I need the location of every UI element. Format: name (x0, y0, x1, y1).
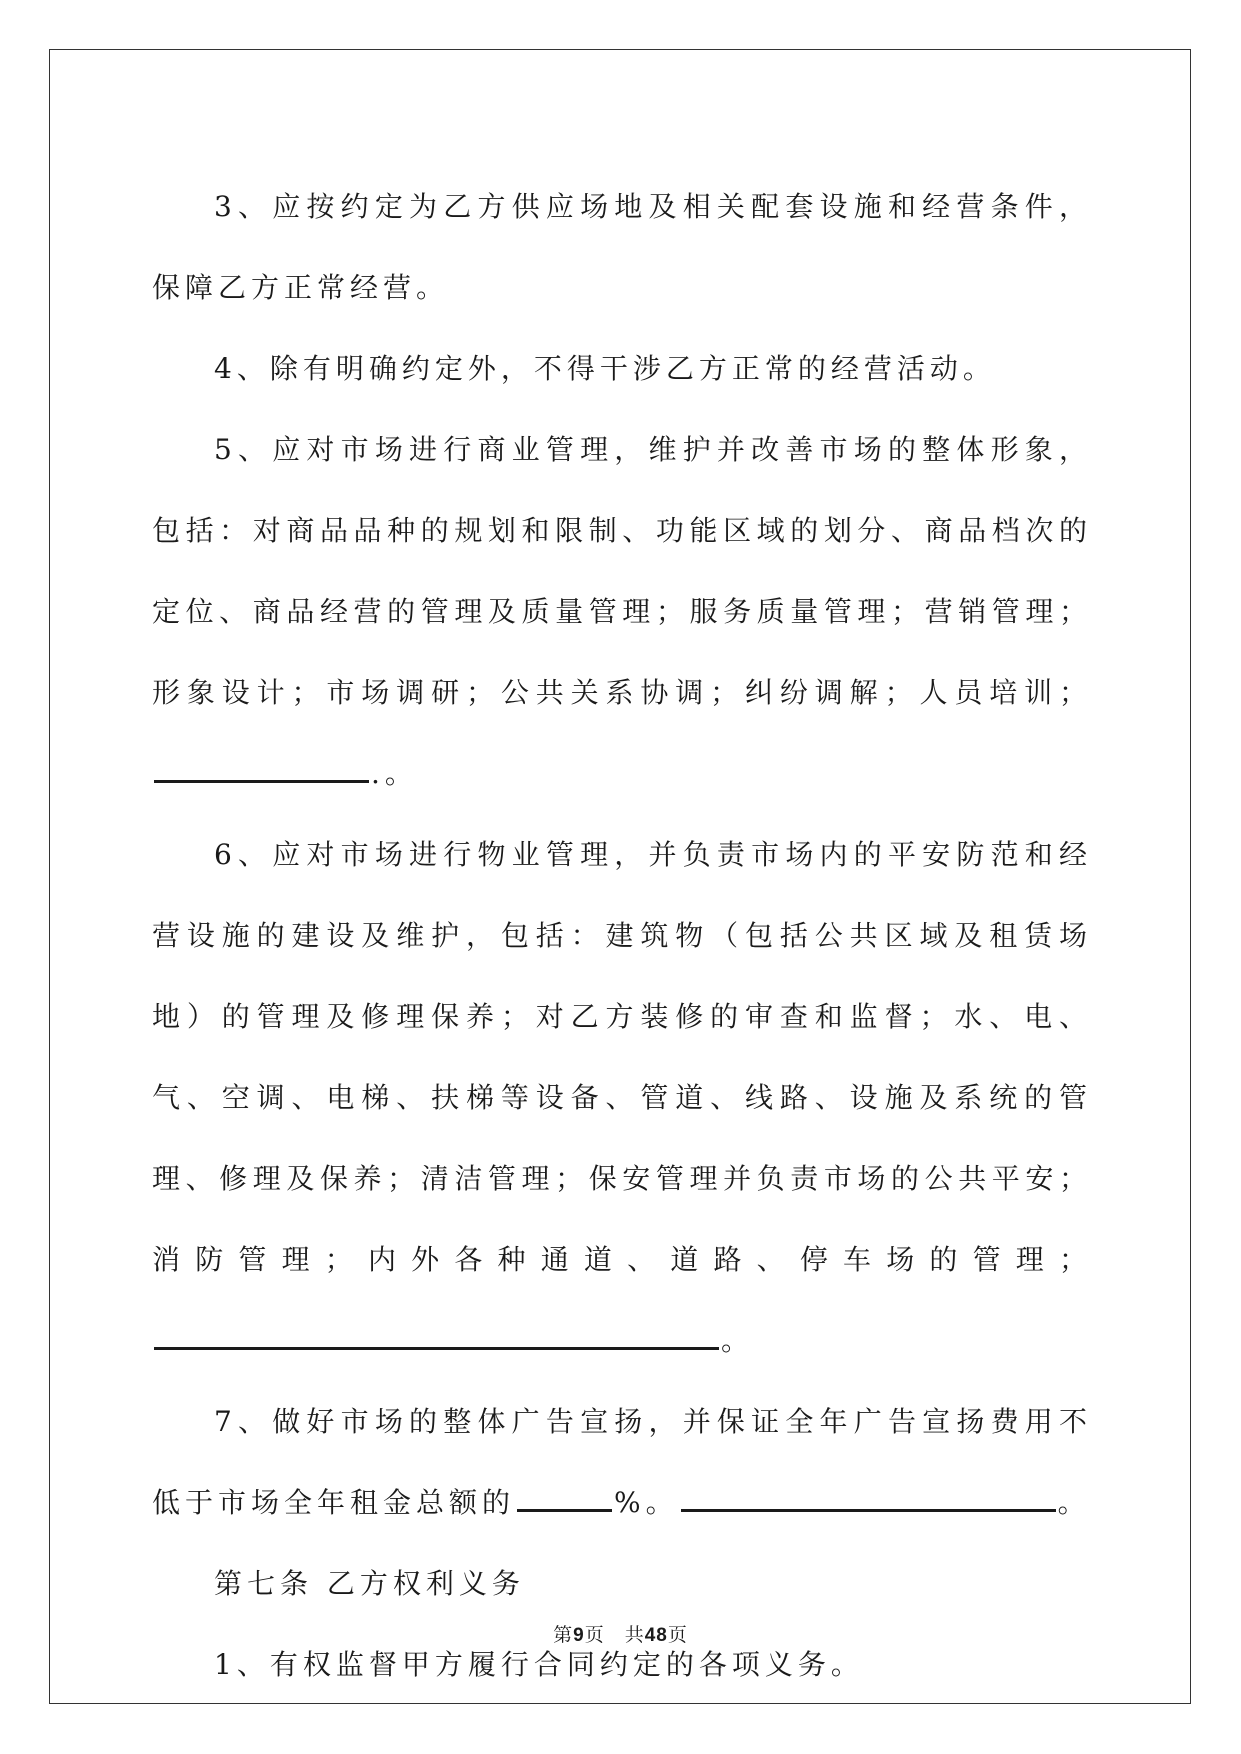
page-number: 9 (573, 1625, 585, 1646)
paragraph-3: 3、应按约定为乙方供应场地及相关配套设施和经营条件，保障乙方正常经营。 (152, 190, 1092, 304)
footer-prefix: 第 (553, 1624, 574, 1646)
document-body (152, 166, 1092, 1705)
fill-blank (154, 758, 369, 783)
paragraph-7-text: 7、做好市场的整体广告宣扬，并保证全年广告宣扬费用不低于市场全年租金总额的 (152, 1405, 1092, 1519)
paragraph-7 (152, 1381, 1092, 1543)
paragraph-5 (152, 409, 1092, 814)
paragraph-6 (152, 814, 1092, 1381)
fill-blank (154, 1325, 719, 1350)
paragraph-7-end: 。 (1057, 1486, 1091, 1519)
article-7-heading: 第七条 乙方权利义务 (214, 1567, 525, 1600)
paragraph-5-text: 5、应对市场进行商业管理，维护并改善市场的整体形象，包括：对商品品种的规划和限制、功能区域的划分、商品档次的定位、商品经营的管理及质量管理；服务质量管理；营销管理；形象设计；市场调研；公共关系协调；纠纷调解；人员培训； (152, 433, 1092, 709)
footer-mid: 页 共 (584, 1624, 645, 1646)
article-7-item-1: 1、有权监督甲方履行合同约定的各项义务。 (214, 1648, 864, 1681)
paragraph-4: 4、除有明确约定外，不得干涉乙方正常的经营活动。 (214, 352, 996, 385)
fill-blank-percent (517, 1487, 612, 1512)
paragraph-6-text: 6、应对市场进行物业管理，并负责市场内的平安防范和经营设施的建设及维护，包括：建筑物（包括公共区域及租赁场地）的管理及修理保养；对乙方装修的审查和监督；水、电、气、空调、电梯、扶梯等设备、管道、线路、设施及系统的管理、修理及保养；清洁管理；保安管理并负责市场的公共平安；消防管理；内外各种通道、道路、停车场的管理； (152, 838, 1092, 1276)
page-footer (0, 1620, 1241, 1647)
paragraph-5-end: .。 (371, 757, 418, 790)
paragraph-6-end: 。 (721, 1324, 755, 1357)
total-pages: 48 (644, 1625, 668, 1646)
footer-suffix: 页 (667, 1624, 688, 1646)
paragraph-7-percent: %。 (614, 1486, 679, 1519)
fill-blank (681, 1487, 1056, 1512)
